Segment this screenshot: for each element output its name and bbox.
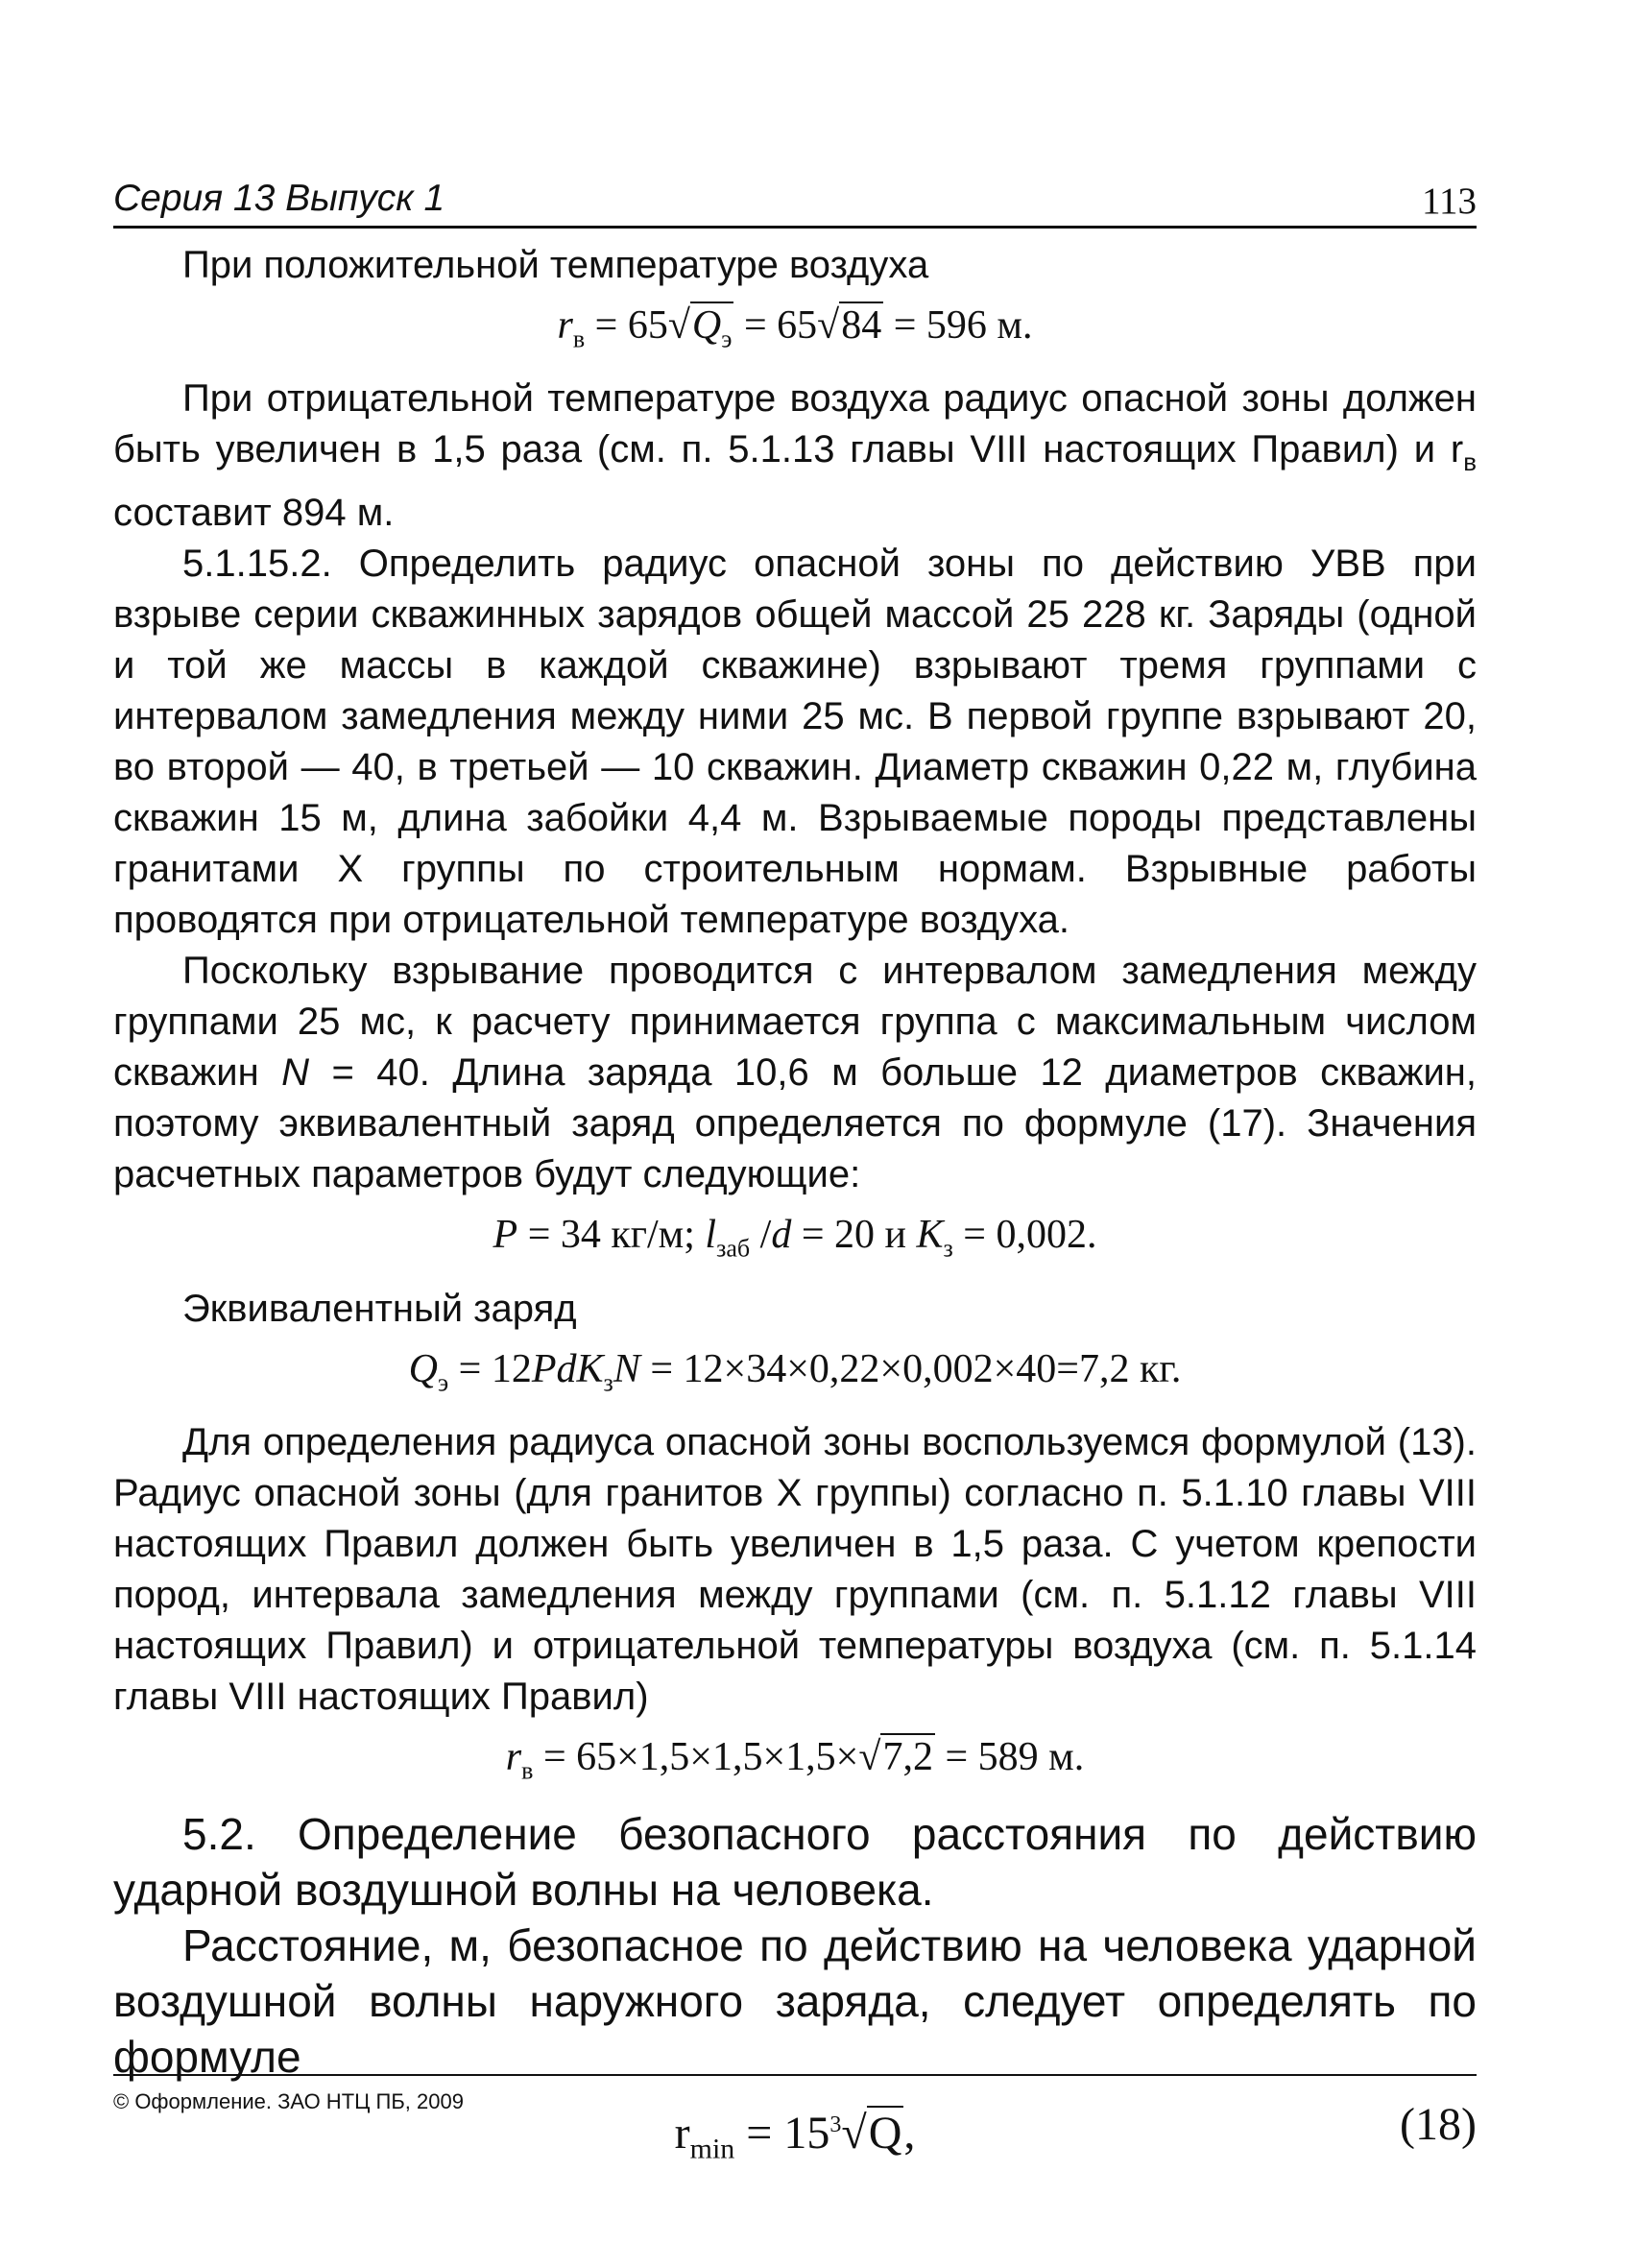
footer-divider: [113, 2074, 1477, 2076]
formula-radius-positive: $r_в = 65√Q_э = 65√84 = 596$ м.: [113, 299, 1477, 366]
paragraph-equivalent-charge: Эквивалентный заряд: [182, 1287, 577, 1330]
section-5-2: [113, 1806, 1477, 2085]
sqrt-symbol: $√Q_э$: [667, 303, 733, 353]
section-heading-5-2: 5.2. Определение безопасного расстояния по действию ударной воздушной волны на человека.: [113, 1808, 1477, 1915]
page-body: [113, 240, 1477, 2180]
paragraph-interval: Поскольку взрывание проводится с интервалом замедления между группами 25 мс, к расчету принимается группа с максимальным числом скважин N = 40. Длина заряда 10,6 м больше 12 диаметров скважин, поэтому эквивалентный заряд определяется по формуле (17). Значения расчетных параметров будут следующие:: [113, 950, 1477, 1196]
formula-radius-result: $r_в = 65\times 1,5\times 1,5\times 1,5\times√7,2 = 589$ м.: [505, 1735, 1085, 1785]
formula-equivalent-charge: $Q_э = 12PdK_зN = 12\times 34\times 0,22\times 0,002\times 40=7,2$ кг.: [408, 1346, 1182, 1397]
paragraph-negative-temp: При отрицательной температуре воздуха радиус опасной зоны должен быть увеличен в 1,5 раза (см. п. 5.1.13 главы VIII настоящих Правил) и $r_в$ составит 894 м.: [113, 377, 1477, 535]
page-number: 113: [1421, 181, 1477, 222]
formula-number: (18): [1400, 2098, 1477, 2150]
series-title: Серия 13 Выпуск 1: [113, 178, 445, 219]
footer-copyright: © Оформление. ЗАО НТЦ ПБ, 2009: [113, 2089, 464, 2113]
paragraph-positive-temp: При положительной температуре воздуха: [182, 244, 929, 286]
paragraph-radius-determination: Для определения радиуса опасной зоны воспользуемся формулой (13). Радиус опасной зоны (для гранитов X группы) согласно п. 5.1.10 главы VIII настоящих Правил должен быть увеличен в 1,5 раза. С учетом крепости пород, интервала замедления между группами (см. п. 5.1.12 главы VIII настоящих Правил) и отрицательной температуры воздуха (см. п. 5.1.14 главы VIII настоящих Правил): [113, 1421, 1477, 1719]
paragraph-5-1-15-2: 5.1.15.2. Определить радиус опасной зоны по действию УВВ при взрыве серии скважинных зарядов общей массой 25 228 кг. Заряды (одной и той же массы в каждой скважине) взрывают тремя группами с интервалом замедления между ними 25 мс. В первой группе взрывают 20, во второй — 40, в третьей — 10 скважин. Диаметр скважин 0,22 м, глубина скважин 15 м, длина забойки 4,4 м. Взрываемые породы представлены гранитами X группы по строительным нормам. Взрывные работы проводятся при отрицательной температуре воздуха.: [113, 543, 1477, 942]
formula-parameters: P = 34 кг/м; $l_{заб}$ /d = 20 и $K_з = 0,002$.: [493, 1213, 1097, 1263]
formula-18: $r_{min} = 15^3√Q$, (18): [113, 2094, 1477, 2181]
paragraph-distance: Расстояние, м, безопасное по действию на человека ударной воздушной волны наружного заряда, следует определять по формуле: [113, 1919, 1477, 2082]
page-header: [113, 178, 1477, 229]
